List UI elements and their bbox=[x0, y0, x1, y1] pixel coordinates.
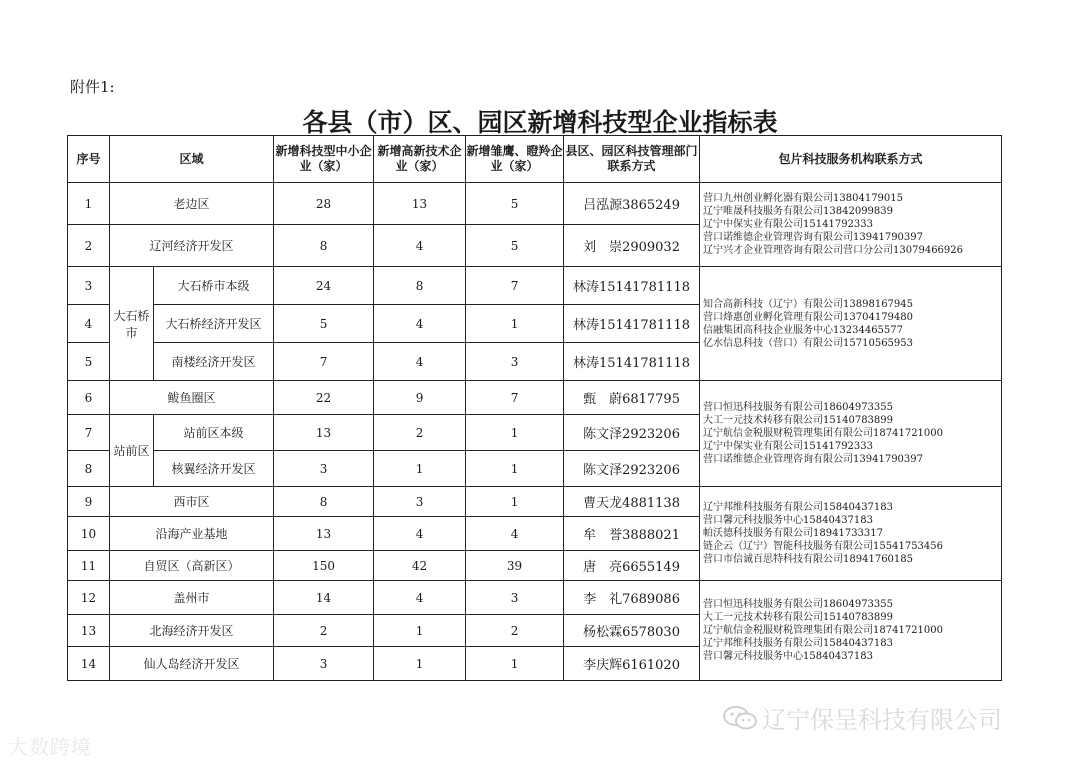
service-line: 营口恒迅科技服务有限公司18604973355 bbox=[703, 402, 894, 413]
row-hightech: 4 bbox=[374, 305, 466, 343]
row-hightech: 2 bbox=[374, 415, 466, 451]
row-region: 盖州市 bbox=[110, 581, 274, 615]
header-no: 序号 bbox=[68, 136, 110, 183]
row-contact: 李 礼7689086 bbox=[564, 581, 700, 615]
header-eagle: 新增雏鹰、瞪羚企业（家） bbox=[466, 136, 564, 183]
service-line: 辽宁兴才企业管理咨询有限公司营口分公司13079466926 bbox=[703, 245, 964, 256]
row-sme: 2 bbox=[274, 615, 374, 647]
row-no: 3 bbox=[68, 267, 110, 305]
row-hightech: 13 bbox=[374, 183, 466, 225]
row-hightech: 8 bbox=[374, 267, 466, 305]
row-eagle: 5 bbox=[466, 183, 564, 225]
row-eagle: 3 bbox=[466, 581, 564, 615]
row-eagle: 4 bbox=[466, 517, 564, 551]
service-group-4 bbox=[700, 487, 1002, 581]
service-group-2 bbox=[700, 267, 1002, 381]
header-service: 包片科技服务机构联系方式 bbox=[700, 136, 1002, 183]
watermark-left-text: 大数跨境 bbox=[8, 735, 92, 759]
row-sme: 22 bbox=[274, 381, 374, 415]
service-line: 辽宁航信金税服财税管理集团有限公司18741721000 bbox=[703, 428, 944, 439]
row-hightech: 3 bbox=[374, 487, 466, 517]
service-line: 大工一元技术转移有限公司15140783899 bbox=[703, 415, 894, 426]
row-no: 7 bbox=[68, 415, 110, 451]
row-no: 1 bbox=[68, 183, 110, 225]
wechat-icon bbox=[722, 704, 758, 732]
row-contact: 林涛15141781118 bbox=[564, 343, 700, 381]
service-line: 辽宁中保实业有限公司15141792333 bbox=[703, 441, 874, 452]
row-region: 鲅鱼圈区 bbox=[110, 381, 274, 415]
row-hightech: 9 bbox=[374, 381, 466, 415]
service-line: 亿水信息科技（营口）有限公司15710565953 bbox=[703, 337, 914, 349]
row-eagle: 3 bbox=[466, 343, 564, 381]
table-row bbox=[68, 183, 1002, 225]
row-region: 沿海产业基地 bbox=[110, 517, 274, 551]
row-eagle: 5 bbox=[466, 225, 564, 267]
row-contact: 甄 蔚6817795 bbox=[564, 381, 700, 415]
service-group-5 bbox=[700, 581, 1002, 681]
service-line: 知合高新科技（辽宁）有限公司13898167945 bbox=[703, 298, 914, 310]
header-sme: 新增科技型中小企业（家） bbox=[274, 136, 374, 183]
row-region: 北海经济开发区 bbox=[110, 615, 274, 647]
row-contact: 陈文泽2923206 bbox=[564, 451, 700, 487]
row-contact: 林涛15141781118 bbox=[564, 305, 700, 343]
row-region: 南楼经济开发区 bbox=[154, 343, 274, 381]
row-sme: 13 bbox=[274, 517, 374, 551]
row-region: 老边区 bbox=[110, 183, 274, 225]
row-contact: 杨松霖6578030 bbox=[564, 615, 700, 647]
row-no: 10 bbox=[68, 517, 110, 551]
row-sme: 13 bbox=[274, 415, 374, 451]
row-eagle: 2 bbox=[466, 615, 564, 647]
row-no: 5 bbox=[68, 343, 110, 381]
service-line: 辽宁中保实业有限公司15141792333 bbox=[703, 219, 874, 230]
row-region: 仙人岛经济开发区 bbox=[110, 647, 274, 681]
row-no: 14 bbox=[68, 647, 110, 681]
row-eagle: 1 bbox=[466, 305, 564, 343]
page-title: 各县（市）区、园区新增科技型企业指标表 bbox=[302, 108, 778, 137]
row-eagle: 7 bbox=[466, 267, 564, 305]
service-line: 营口馨元科技服务中心15840437183 bbox=[703, 515, 874, 526]
table-row bbox=[68, 487, 1002, 517]
row-no: 9 bbox=[68, 487, 110, 517]
row-contact: 李庆辉6161020 bbox=[564, 647, 700, 681]
row-sme: 150 bbox=[274, 551, 374, 581]
header-region: 区域 bbox=[110, 136, 274, 183]
row-eagle: 7 bbox=[466, 381, 564, 415]
table-row bbox=[68, 267, 1002, 305]
row-region: 核翼经济开发区 bbox=[154, 451, 274, 487]
row-region: 大石桥经济开发区 bbox=[154, 305, 274, 343]
service-line: 营口市信诚百思特科技有限公司18941760185 bbox=[703, 554, 914, 565]
row-contact: 唐 亮6655149 bbox=[564, 551, 700, 581]
row-eagle: 1 bbox=[466, 451, 564, 487]
header-row bbox=[68, 136, 1002, 183]
region-group-dashiqiao: 大石桥市 bbox=[110, 267, 154, 381]
watermark-right-text: 辽宁保呈科技有限公司 bbox=[762, 706, 1002, 734]
row-hightech: 4 bbox=[374, 225, 466, 267]
row-hightech: 4 bbox=[374, 343, 466, 381]
service-group-3 bbox=[700, 381, 1002, 487]
row-no: 8 bbox=[68, 451, 110, 487]
table-row bbox=[68, 581, 1002, 615]
attachment-label: 附件1: bbox=[70, 78, 115, 96]
service-line: 辽宁唯晟科技服务有限公司13842099839 bbox=[703, 206, 894, 217]
row-no: 4 bbox=[68, 305, 110, 343]
row-region: 自贸区（高新区） bbox=[110, 551, 274, 581]
service-line: 营口馨元科技服务中心15840437183 bbox=[703, 651, 874, 662]
row-no: 11 bbox=[68, 551, 110, 581]
service-line: 大工一元技术转移有限公司15140783899 bbox=[703, 612, 894, 623]
service-line: 辽宁邦维科技服务有限公司15840437183 bbox=[703, 502, 894, 513]
service-line: 营口诺维德企业管理咨询有限公司13941790397 bbox=[703, 232, 924, 243]
row-hightech: 1 bbox=[374, 647, 466, 681]
row-sme: 7 bbox=[274, 343, 374, 381]
row-region: 大石桥市本级 bbox=[154, 267, 274, 305]
row-hightech: 4 bbox=[374, 581, 466, 615]
row-contact: 刘 崇2909032 bbox=[564, 225, 700, 267]
row-eagle: 1 bbox=[466, 415, 564, 451]
indicator-table bbox=[67, 135, 1002, 681]
row-sme: 8 bbox=[274, 487, 374, 517]
row-region: 站前区本级 bbox=[154, 415, 274, 451]
row-eagle: 1 bbox=[466, 487, 564, 517]
region-group-zhanqian: 站前区 bbox=[110, 415, 154, 487]
row-contact: 吕泓源3865249 bbox=[564, 183, 700, 225]
service-line: 辽宁邦维科技服务有限公司15840437183 bbox=[703, 638, 894, 649]
row-no: 6 bbox=[68, 381, 110, 415]
service-group-1 bbox=[700, 183, 1002, 267]
row-hightech: 1 bbox=[374, 451, 466, 487]
service-line: 营口诺维德企业管理咨询有限公司13941790397 bbox=[703, 454, 924, 465]
row-sme: 3 bbox=[274, 647, 374, 681]
row-contact: 曹天龙4881138 bbox=[564, 487, 700, 517]
table-row bbox=[68, 381, 1002, 415]
row-sme: 3 bbox=[274, 451, 374, 487]
row-sme: 5 bbox=[274, 305, 374, 343]
header-hightech: 新增高新技术企业（家） bbox=[374, 136, 466, 183]
service-line: 信融集团高科技企业服务中心13234465577 bbox=[703, 324, 904, 336]
row-sme: 24 bbox=[274, 267, 374, 305]
row-contact: 林涛15141781118 bbox=[564, 267, 700, 305]
row-no: 12 bbox=[68, 581, 110, 615]
service-line: 辽宁航信金税服财税管理集团有限公司18741721000 bbox=[703, 625, 944, 636]
service-line: 营口恒迅科技服务有限公司18604973355 bbox=[703, 599, 894, 610]
row-no: 2 bbox=[68, 225, 110, 267]
row-eagle: 39 bbox=[466, 551, 564, 581]
row-hightech: 4 bbox=[374, 517, 466, 551]
service-line: 营口烽惠创业孵化管理有限公司13704179480 bbox=[703, 311, 914, 323]
row-region: 西市区 bbox=[110, 487, 274, 517]
row-contact: 陈文泽2923206 bbox=[564, 415, 700, 451]
watermark-right bbox=[722, 700, 1002, 735]
row-hightech: 42 bbox=[374, 551, 466, 581]
row-region: 辽河经济开发区 bbox=[110, 225, 274, 267]
row-no: 13 bbox=[68, 615, 110, 647]
service-line: 营口九州创业孵化器有限公司13804179015 bbox=[703, 193, 904, 204]
row-contact: 牟 誉3888021 bbox=[564, 517, 700, 551]
watermark-left bbox=[8, 731, 92, 760]
header-contact: 县区、园区科技管理部门联系方式 bbox=[564, 136, 700, 183]
row-sme: 28 bbox=[274, 183, 374, 225]
row-sme: 8 bbox=[274, 225, 374, 267]
service-line: 帕沃德科技服务有限公司18941733317 bbox=[703, 528, 884, 539]
row-hightech: 1 bbox=[374, 615, 466, 647]
row-eagle: 1 bbox=[466, 647, 564, 681]
row-sme: 14 bbox=[274, 581, 374, 615]
service-line: 链企云（辽宁）智能科技服务有限公司15541753456 bbox=[703, 541, 944, 552]
